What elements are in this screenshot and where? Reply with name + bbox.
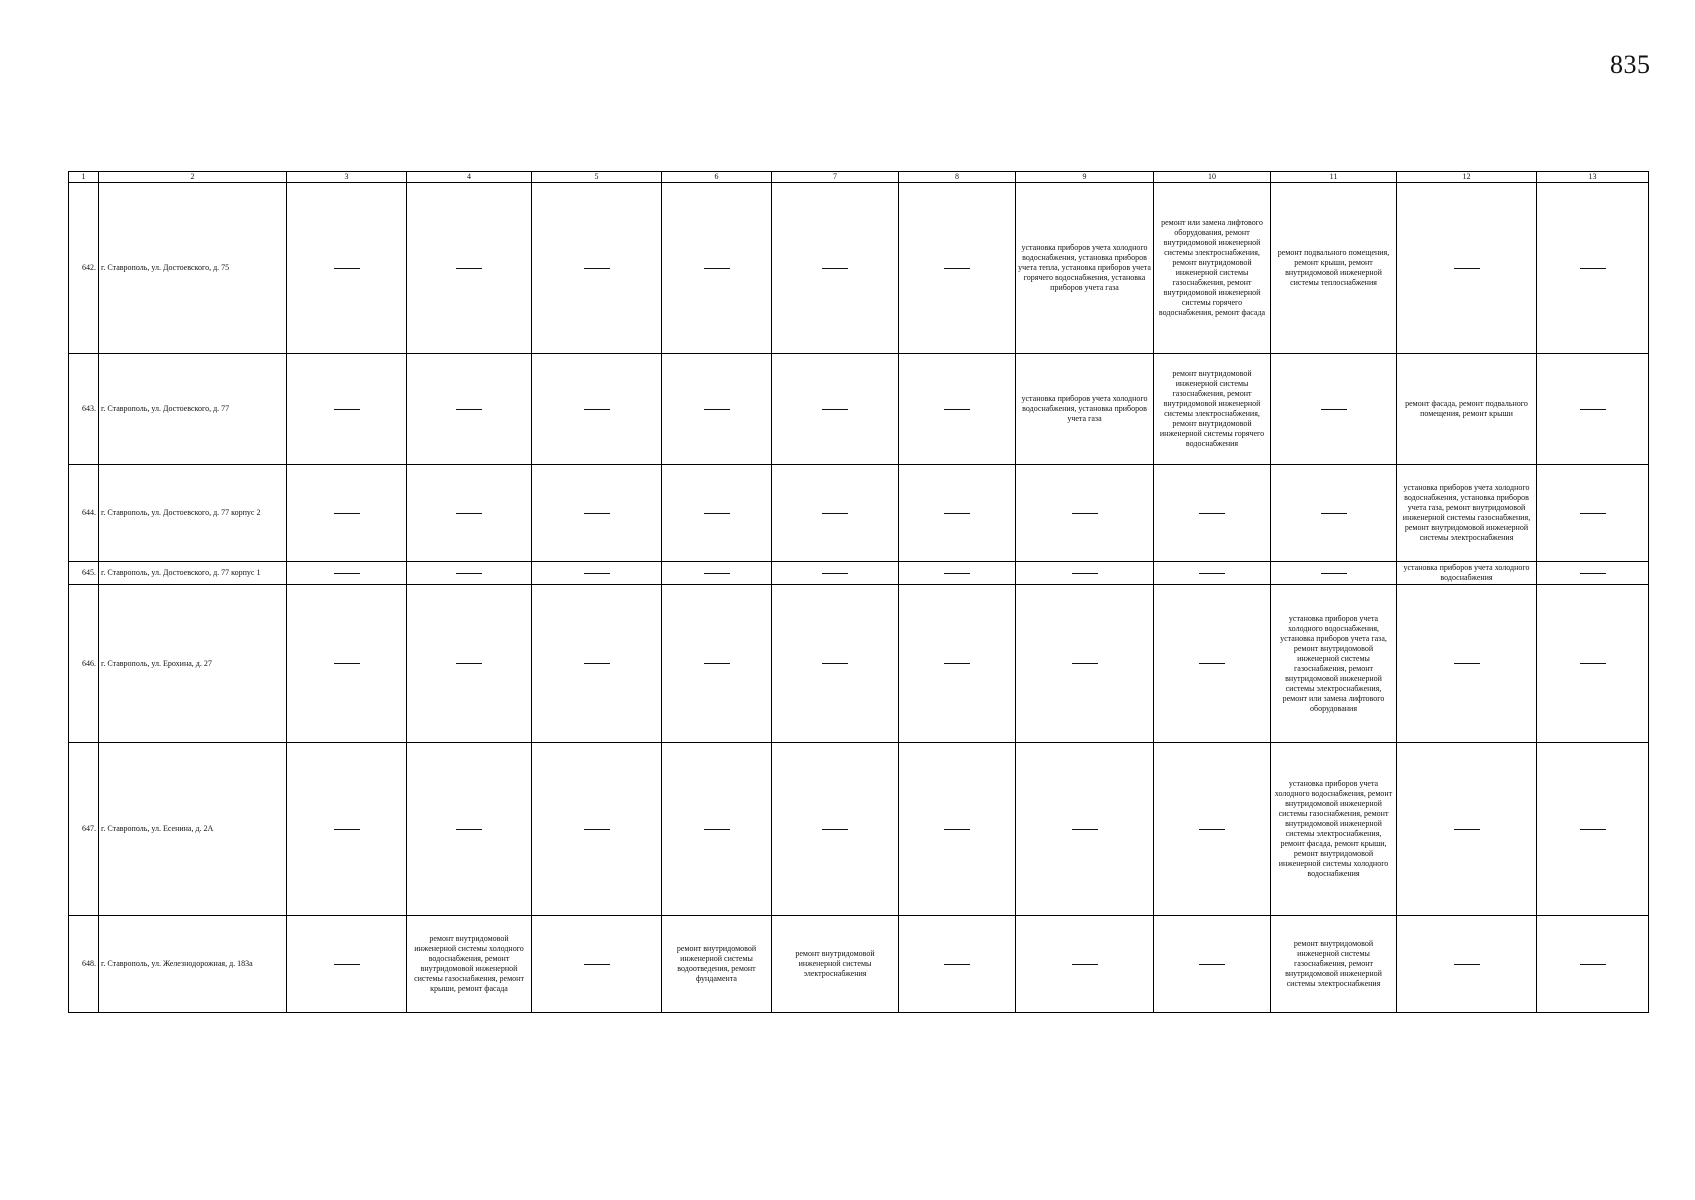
address-cell: г. Ставрополь, ул. Достоевского, д. 75: [99, 183, 287, 354]
dash-mark: [704, 409, 730, 410]
empty-dash-cell: [532, 354, 662, 465]
work-description-cell: ремонт внутридомовой инженерной системы газоснабжения, ремонт внутридомовой инженерной системы электроснабжения, ремонт внутридомовой инженерной системы горячего водоснабжения: [1154, 354, 1271, 465]
dash-mark: [1580, 513, 1606, 514]
dash-mark: [584, 573, 610, 574]
address-cell: г. Ставрополь, ул. Ерохина, д. 27: [99, 585, 287, 743]
dash-mark: [334, 964, 360, 965]
empty-dash-cell: [1537, 916, 1649, 1013]
work-description-cell: ремонт внутридомовой инженерной системы холодного водоснабжения, ремонт внутридомовой инженерной системы газоснабжения, ремонт крыши, ремонт фасада: [407, 916, 532, 1013]
address-cell: г. Ставрополь, ул. Достоевского, д. 77 корпус 1: [99, 562, 287, 585]
table-row: [69, 585, 1649, 743]
dash-mark: [1072, 513, 1098, 514]
empty-dash-cell: [287, 916, 407, 1013]
empty-dash-cell: [532, 562, 662, 585]
dash-mark: [1072, 829, 1098, 830]
empty-dash-cell: [772, 743, 899, 916]
dash-mark: [334, 409, 360, 410]
empty-dash-cell: [287, 562, 407, 585]
dash-mark: [1199, 513, 1225, 514]
empty-dash-cell: [662, 183, 772, 354]
dash-mark: [944, 829, 970, 830]
empty-dash-cell: [772, 354, 899, 465]
empty-dash-cell: [899, 562, 1016, 585]
dash-mark: [456, 663, 482, 664]
dash-mark: [1580, 964, 1606, 965]
empty-dash-cell: [772, 465, 899, 562]
dash-mark: [704, 513, 730, 514]
address-cell: г. Ставрополь, ул. Достоевского, д. 77 корпус 2: [99, 465, 287, 562]
work-description-cell: установка приборов учета холодного водоснабжения, установка приборов учета газа, ремонт внутридомовой инженерной системы газоснабжения, ремонт внутридомовой инженерной системы электроснабжения, ремонт или замена лифтового оборудования: [1271, 585, 1397, 743]
empty-dash-cell: [1537, 354, 1649, 465]
row-number: 645.: [69, 562, 99, 585]
empty-dash-cell: [662, 354, 772, 465]
empty-dash-cell: [287, 585, 407, 743]
column-number: 4: [407, 172, 532, 183]
empty-dash-cell: [1397, 916, 1537, 1013]
dash-mark: [334, 573, 360, 574]
work-description-cell: ремонт внутридомовой инженерной системы газоснабжения, ремонт внутридомовой инженерной системы электроснабжения: [1271, 916, 1397, 1013]
empty-dash-cell: [899, 585, 1016, 743]
column-number: 5: [532, 172, 662, 183]
dash-mark: [944, 573, 970, 574]
dash-mark: [1580, 409, 1606, 410]
empty-dash-cell: [1537, 183, 1649, 354]
dash-mark: [1072, 573, 1098, 574]
dash-mark: [584, 513, 610, 514]
column-number: 11: [1271, 172, 1397, 183]
empty-dash-cell: [287, 465, 407, 562]
empty-dash-cell: [287, 354, 407, 465]
table-row: [69, 354, 1649, 465]
dash-mark: [584, 964, 610, 965]
empty-dash-cell: [287, 743, 407, 916]
row-number: 642.: [69, 183, 99, 354]
work-description-cell: установка приборов учета холодного водоснабжения, установка приборов учета газа, ремонт внутридомовой инженерной системы газоснабжения, ремонт внутридомовой инженерной системы электроснабжения: [1397, 465, 1537, 562]
empty-dash-cell: [899, 743, 1016, 916]
empty-dash-cell: [532, 743, 662, 916]
work-description-cell: ремонт внутридомовой инженерной системы электроснабжения: [772, 916, 899, 1013]
work-description-cell: ремонт подвального помещения, ремонт крыши, ремонт внутридомовой инженерной системы теплоснабжения: [1271, 183, 1397, 354]
empty-dash-cell: [899, 354, 1016, 465]
dash-mark: [1580, 573, 1606, 574]
column-number-row: [69, 172, 1649, 183]
dash-mark: [1199, 573, 1225, 574]
dash-mark: [1321, 573, 1347, 574]
empty-dash-cell: [1397, 743, 1537, 916]
table-row: [69, 183, 1649, 354]
dash-mark: [822, 268, 848, 269]
empty-dash-cell: [407, 743, 532, 916]
column-number: 12: [1397, 172, 1537, 183]
dash-mark: [1580, 663, 1606, 664]
dash-mark: [1580, 268, 1606, 269]
empty-dash-cell: [1397, 183, 1537, 354]
dash-mark: [584, 829, 610, 830]
work-description-cell: установка приборов учета холодного водоснабжения: [1397, 562, 1537, 585]
column-number: 1: [69, 172, 99, 183]
row-number: 643.: [69, 354, 99, 465]
table-row: [69, 465, 1649, 562]
column-number: 13: [1537, 172, 1649, 183]
row-number: 644.: [69, 465, 99, 562]
dash-mark: [456, 409, 482, 410]
dash-mark: [456, 268, 482, 269]
dash-mark: [1454, 829, 1480, 830]
dash-mark: [822, 513, 848, 514]
empty-dash-cell: [662, 562, 772, 585]
empty-dash-cell: [1537, 562, 1649, 585]
address-cell: г. Ставрополь, ул. Железнодорожная, д. 183а: [99, 916, 287, 1013]
work-description-cell: ремонт или замена лифтового оборудования, ремонт внутридомовой инженерной системы электроснабжения, ремонт внутридомовой инженерной системы газоснабжения, ремонт внутридомовой инженерной системы горячего водоснабжения, ремонт фасада: [1154, 183, 1271, 354]
dash-mark: [944, 964, 970, 965]
empty-dash-cell: [1537, 585, 1649, 743]
dash-mark: [334, 663, 360, 664]
dash-mark: [944, 268, 970, 269]
empty-dash-cell: [407, 562, 532, 585]
row-number: 647.: [69, 743, 99, 916]
dash-mark: [1454, 268, 1480, 269]
dash-mark: [944, 513, 970, 514]
dash-mark: [584, 409, 610, 410]
empty-dash-cell: [1016, 916, 1154, 1013]
empty-dash-cell: [1271, 562, 1397, 585]
empty-dash-cell: [1271, 465, 1397, 562]
address-cell: г. Ставрополь, ул. Есенина, д. 2А: [99, 743, 287, 916]
dash-mark: [1072, 964, 1098, 965]
dash-mark: [1072, 663, 1098, 664]
empty-dash-cell: [1154, 465, 1271, 562]
empty-dash-cell: [407, 465, 532, 562]
empty-dash-cell: [407, 354, 532, 465]
empty-dash-cell: [1016, 743, 1154, 916]
repair-schedule-table: [68, 171, 1649, 1013]
empty-dash-cell: [532, 585, 662, 743]
dash-mark: [1454, 663, 1480, 664]
dash-mark: [456, 573, 482, 574]
table-body: [69, 183, 1649, 1013]
empty-dash-cell: [1016, 562, 1154, 585]
empty-dash-cell: [662, 585, 772, 743]
dash-mark: [704, 829, 730, 830]
empty-dash-cell: [899, 183, 1016, 354]
empty-dash-cell: [662, 465, 772, 562]
empty-dash-cell: [1154, 585, 1271, 743]
dash-mark: [584, 663, 610, 664]
dash-mark: [1199, 829, 1225, 830]
column-number: 9: [1016, 172, 1154, 183]
work-description-cell: установка приборов учета холодного водоснабжения, установка приборов учета тепла, установка приборов учета горячего водоснабжения, установка приборов учета газа: [1016, 183, 1154, 354]
dash-mark: [1321, 409, 1347, 410]
work-description-cell: установка приборов учета холодного водоснабжения, ремонт внутридомовой инженерной системы газоснабжения, ремонт внутридомовой инженерной системы электроснабжения, ремонт фасада, ремонт крыши, ремонт внутридомовой инженерной системы холодного водоснабжения: [1271, 743, 1397, 916]
dash-mark: [1321, 513, 1347, 514]
dash-mark: [704, 573, 730, 574]
dash-mark: [944, 663, 970, 664]
dash-mark: [1199, 663, 1225, 664]
work-description-cell: ремонт внутридомовой инженерной системы водоотведения, ремонт фундамента: [662, 916, 772, 1013]
empty-dash-cell: [407, 183, 532, 354]
dash-mark: [822, 829, 848, 830]
row-number: 648.: [69, 916, 99, 1013]
empty-dash-cell: [1537, 465, 1649, 562]
column-number: 3: [287, 172, 407, 183]
empty-dash-cell: [1154, 562, 1271, 585]
dash-mark: [334, 829, 360, 830]
work-description-cell: ремонт фасада, ремонт подвального помещения, ремонт крыши: [1397, 354, 1537, 465]
dash-mark: [584, 268, 610, 269]
table-row: [69, 743, 1649, 916]
empty-dash-cell: [1397, 585, 1537, 743]
dash-mark: [456, 513, 482, 514]
dash-mark: [456, 829, 482, 830]
empty-dash-cell: [1154, 916, 1271, 1013]
empty-dash-cell: [407, 585, 532, 743]
dash-mark: [822, 409, 848, 410]
dash-mark: [334, 513, 360, 514]
empty-dash-cell: [1537, 743, 1649, 916]
dash-mark: [704, 268, 730, 269]
column-number: 8: [899, 172, 1016, 183]
empty-dash-cell: [899, 465, 1016, 562]
empty-dash-cell: [772, 562, 899, 585]
table-row: [69, 562, 1649, 585]
dash-mark: [822, 663, 848, 664]
column-number: 7: [772, 172, 899, 183]
dash-mark: [334, 268, 360, 269]
column-number: 2: [99, 172, 287, 183]
page-number: 835: [1610, 50, 1651, 79]
empty-dash-cell: [532, 465, 662, 562]
dash-mark: [1199, 964, 1225, 965]
empty-dash-cell: [772, 585, 899, 743]
dash-mark: [944, 409, 970, 410]
empty-dash-cell: [1154, 743, 1271, 916]
empty-dash-cell: [532, 916, 662, 1013]
empty-dash-cell: [1271, 354, 1397, 465]
empty-dash-cell: [1016, 465, 1154, 562]
dash-mark: [704, 663, 730, 664]
row-number: 646.: [69, 585, 99, 743]
empty-dash-cell: [287, 183, 407, 354]
column-number: 6: [662, 172, 772, 183]
address-cell: г. Ставрополь, ул. Достоевского, д. 77: [99, 354, 287, 465]
empty-dash-cell: [772, 183, 899, 354]
work-description-cell: установка приборов учета холодного водоснабжения, установка приборов учета газа: [1016, 354, 1154, 465]
column-number: 10: [1154, 172, 1271, 183]
empty-dash-cell: [899, 916, 1016, 1013]
dash-mark: [1580, 829, 1606, 830]
empty-dash-cell: [1016, 585, 1154, 743]
dash-mark: [1454, 964, 1480, 965]
table-row: [69, 916, 1649, 1013]
empty-dash-cell: [532, 183, 662, 354]
dash-mark: [822, 573, 848, 574]
empty-dash-cell: [662, 743, 772, 916]
